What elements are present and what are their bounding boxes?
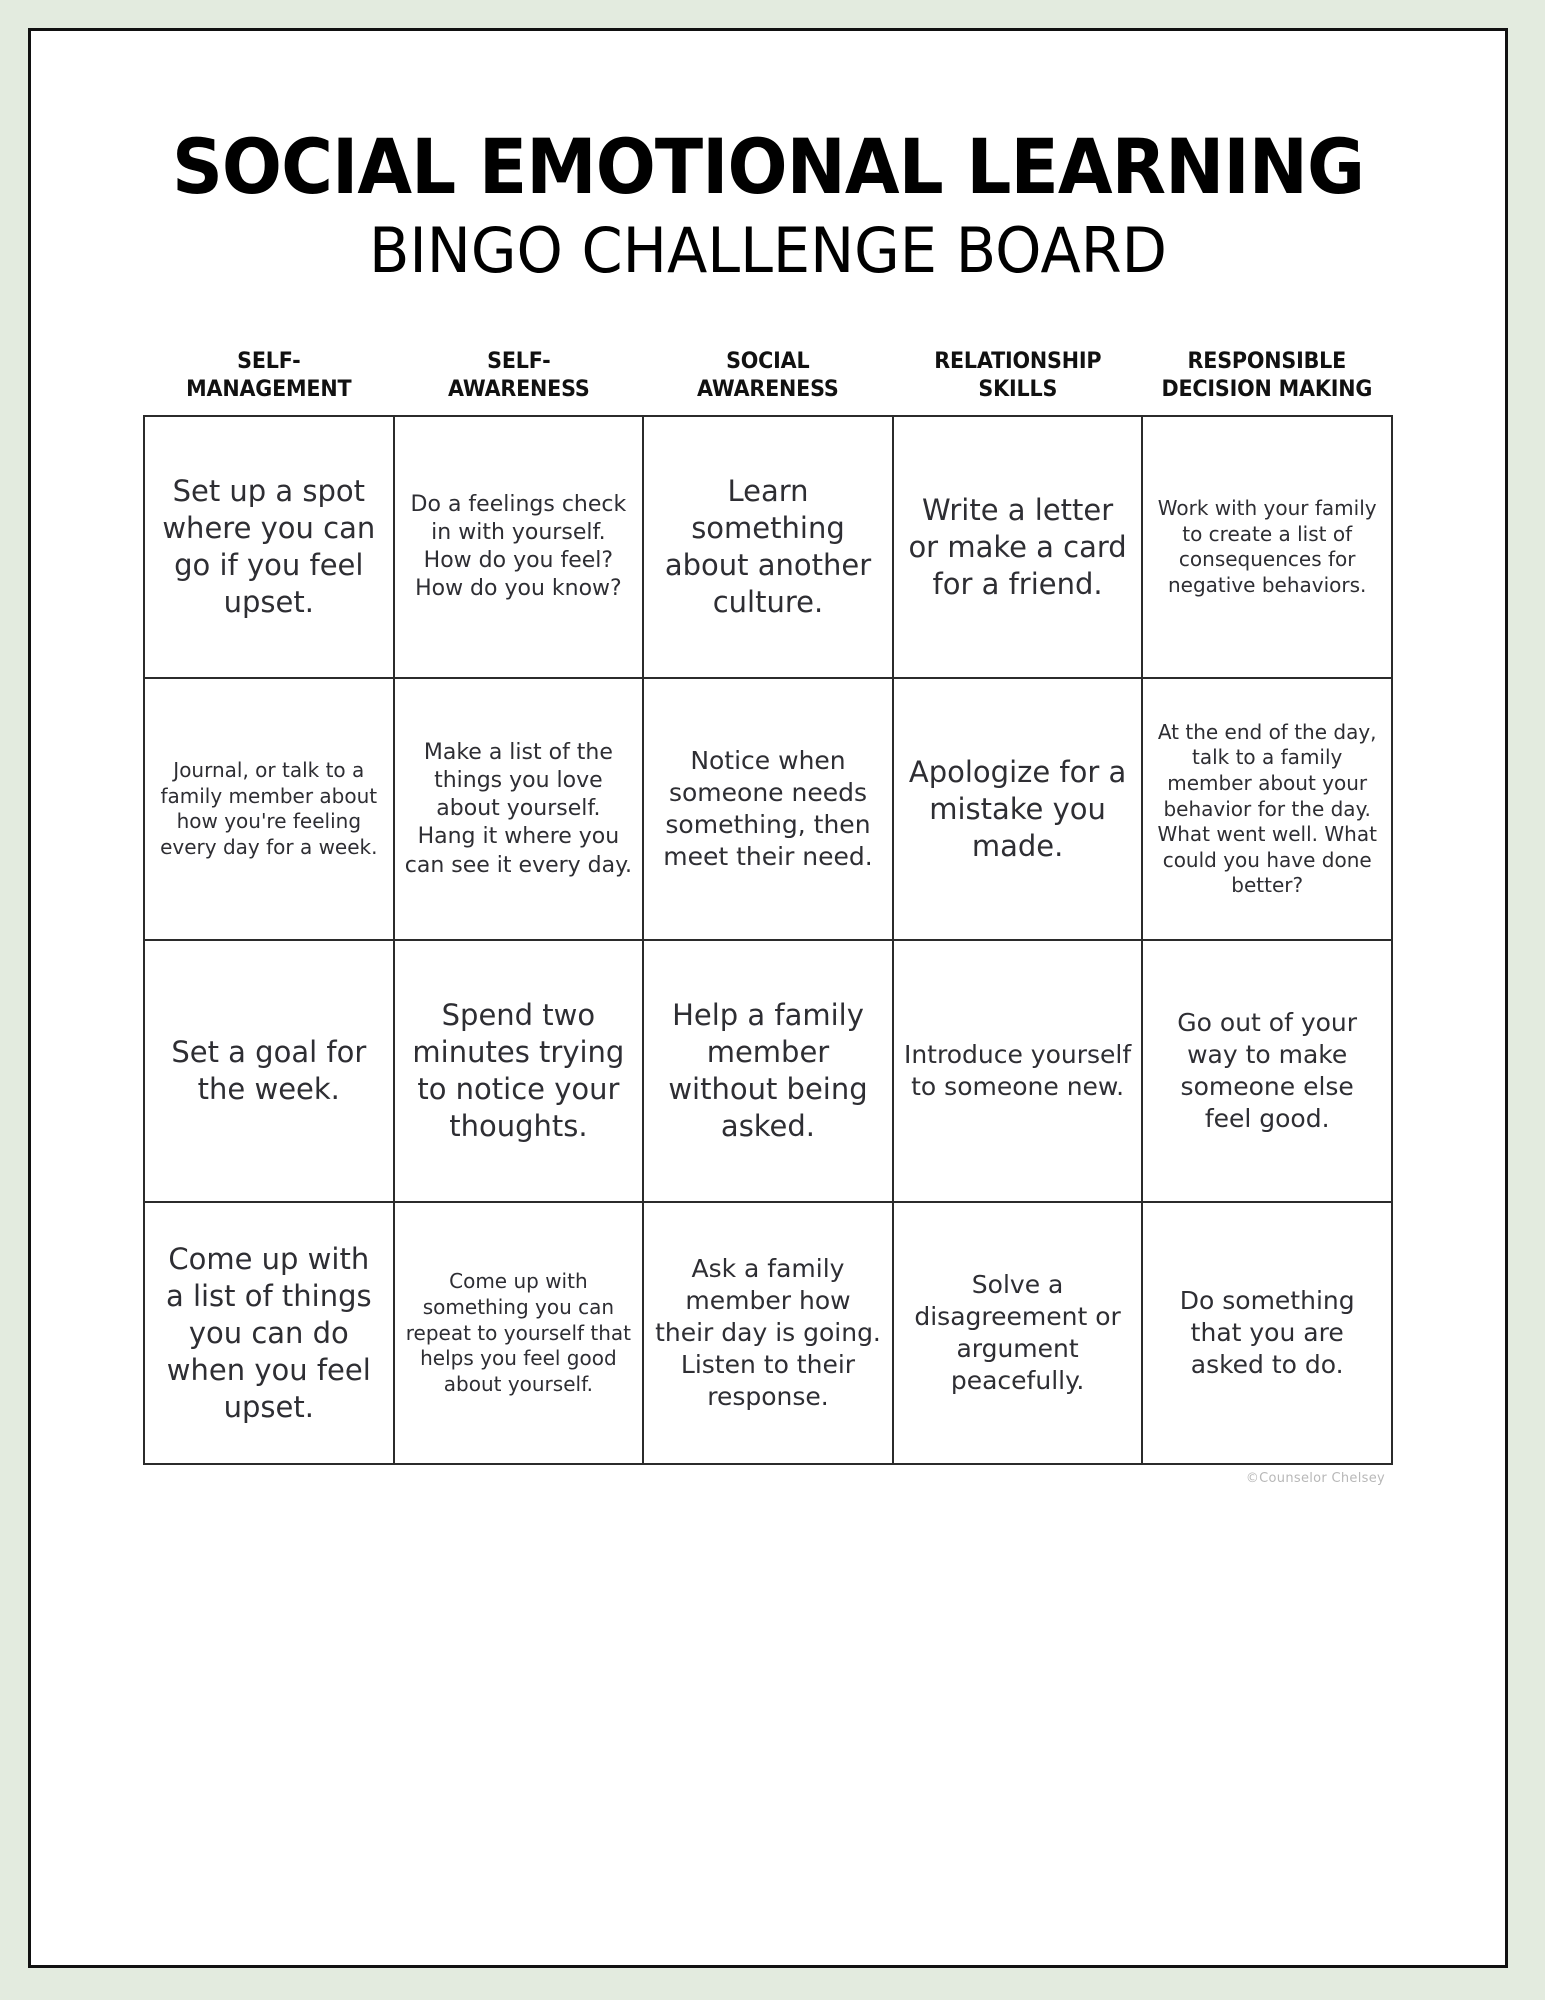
bingo-cell-text: Set a goal for the week. (171, 1035, 367, 1107)
bingo-cell[interactable] (394, 940, 644, 1202)
column-header-line-bottom: AWARENESS (447, 376, 590, 402)
bingo-cell-text: Notice when someone needs something, then meet their need. (663, 746, 873, 872)
column-header-line-bottom: AWARENESS (697, 376, 839, 402)
bingo-cell-text: Set up a spot where you can go if you feel upset. (162, 474, 376, 620)
column-header-line-bottom: MANAGEMENT (186, 376, 352, 402)
bingo-cell-text: Apologize for a mistake you made. (908, 754, 1127, 863)
column-header-line-bottom: SKILLS (978, 376, 1057, 402)
bingo-cell[interactable] (144, 678, 394, 940)
bingo-cell-text: Come up with a list of things you can do when you feel upset. (165, 1241, 372, 1424)
bingo-cell-text: Solve a disagreement or argument peacefully. (914, 1270, 1121, 1396)
bingo-cell[interactable] (394, 678, 644, 940)
bingo-cell-text: Learn something about another culture. (664, 474, 872, 620)
bingo-cell[interactable] (893, 678, 1143, 940)
bingo-board (143, 348, 1393, 1486)
bingo-cell[interactable] (893, 940, 1143, 1202)
bingo-cell-text: Work with your family to create a list of consequences for negative behaviors. (1157, 496, 1377, 597)
bingo-header-row (144, 348, 1392, 416)
bingo-row (144, 678, 1392, 940)
column-header-line-bottom: DECISION MAKING (1161, 376, 1373, 402)
bingo-cell-text: At the end of the day, talk to a family member about your behavior for the day. What went well. What could you have done better? (1157, 719, 1377, 898)
printable-page (28, 28, 1508, 1968)
bingo-cell-text: Introduce yourself to someone new. (903, 1040, 1132, 1102)
bingo-cell[interactable] (643, 940, 893, 1202)
column-header-line-top: SELF- (237, 349, 301, 375)
bingo-cell[interactable] (893, 416, 1143, 678)
column-header-line-top: RELATIONSHIP (934, 349, 1102, 375)
bingo-row (144, 940, 1392, 1202)
bingo-row (144, 416, 1392, 678)
column-header-self-management (151, 348, 386, 416)
bingo-cell[interactable] (144, 940, 394, 1202)
column-header-social-awareness (651, 348, 886, 416)
bingo-cell-text: Help a family member without being asked. (668, 998, 868, 1144)
column-header-responsible-decision-making (1150, 348, 1385, 416)
bingo-cell[interactable] (1142, 416, 1392, 678)
bingo-row (144, 1202, 1392, 1464)
bingo-cell[interactable] (643, 678, 893, 940)
bingo-cell[interactable] (144, 1202, 394, 1464)
column-header-line-top: RESPONSIBLE (1187, 349, 1347, 375)
bingo-cell-text: Do something that you are asked to do. (1179, 1286, 1355, 1380)
bingo-cell-text: Spend two minutes trying to notice your thoughts. (412, 998, 625, 1144)
bingo-cell[interactable] (394, 1202, 644, 1464)
copyright-credit: ©Counselor Chelsey (1245, 1471, 1385, 1487)
title-line-2: BINGO CHALLENGE BOARD (368, 214, 1168, 287)
bingo-cell[interactable] (1142, 1202, 1392, 1464)
bingo-cell-text: Journal, or talk to a family member about how you're feeling every day for a week. (160, 758, 378, 859)
bingo-body (144, 416, 1392, 1464)
bingo-cell[interactable] (893, 1202, 1143, 1464)
bingo-table (143, 348, 1393, 1465)
bingo-cell-text: Do a feelings check in with yourself. How do you feel? How do you know? (410, 491, 627, 602)
column-header-self-awareness (401, 348, 636, 416)
bingo-cell[interactable] (643, 416, 893, 678)
bingo-cell-text: Go out of your way to make someone else feel good. (1177, 1008, 1358, 1134)
bingo-cell-text: Make a list of the things you love about yourself. Hang it where you can see it every day. (404, 739, 633, 878)
worksheet (31, 31, 1505, 1965)
bingo-cell[interactable] (1142, 940, 1392, 1202)
bingo-cell[interactable] (1142, 678, 1392, 940)
column-header-line-top: SELF- (486, 349, 551, 375)
bingo-cell-text: Write a letter or make a card for a friend. (908, 492, 1127, 601)
bingo-cell[interactable] (144, 416, 394, 678)
bingo-cell[interactable] (643, 1202, 893, 1464)
column-header-relationship-skills (900, 348, 1135, 416)
bingo-cell[interactable] (394, 416, 644, 678)
page-title (121, 122, 1415, 287)
column-header-line-top: SOCIAL (726, 349, 810, 375)
bingo-cell-text: Come up with something you can repeat to yourself that helps you feel good about yourself. (405, 1269, 632, 1396)
title-line-1: SOCIAL EMOTIONAL LEARNING (171, 122, 1365, 211)
bingo-cell-text: Ask a family member how their day is going. Listen to their response. (655, 1254, 881, 1412)
